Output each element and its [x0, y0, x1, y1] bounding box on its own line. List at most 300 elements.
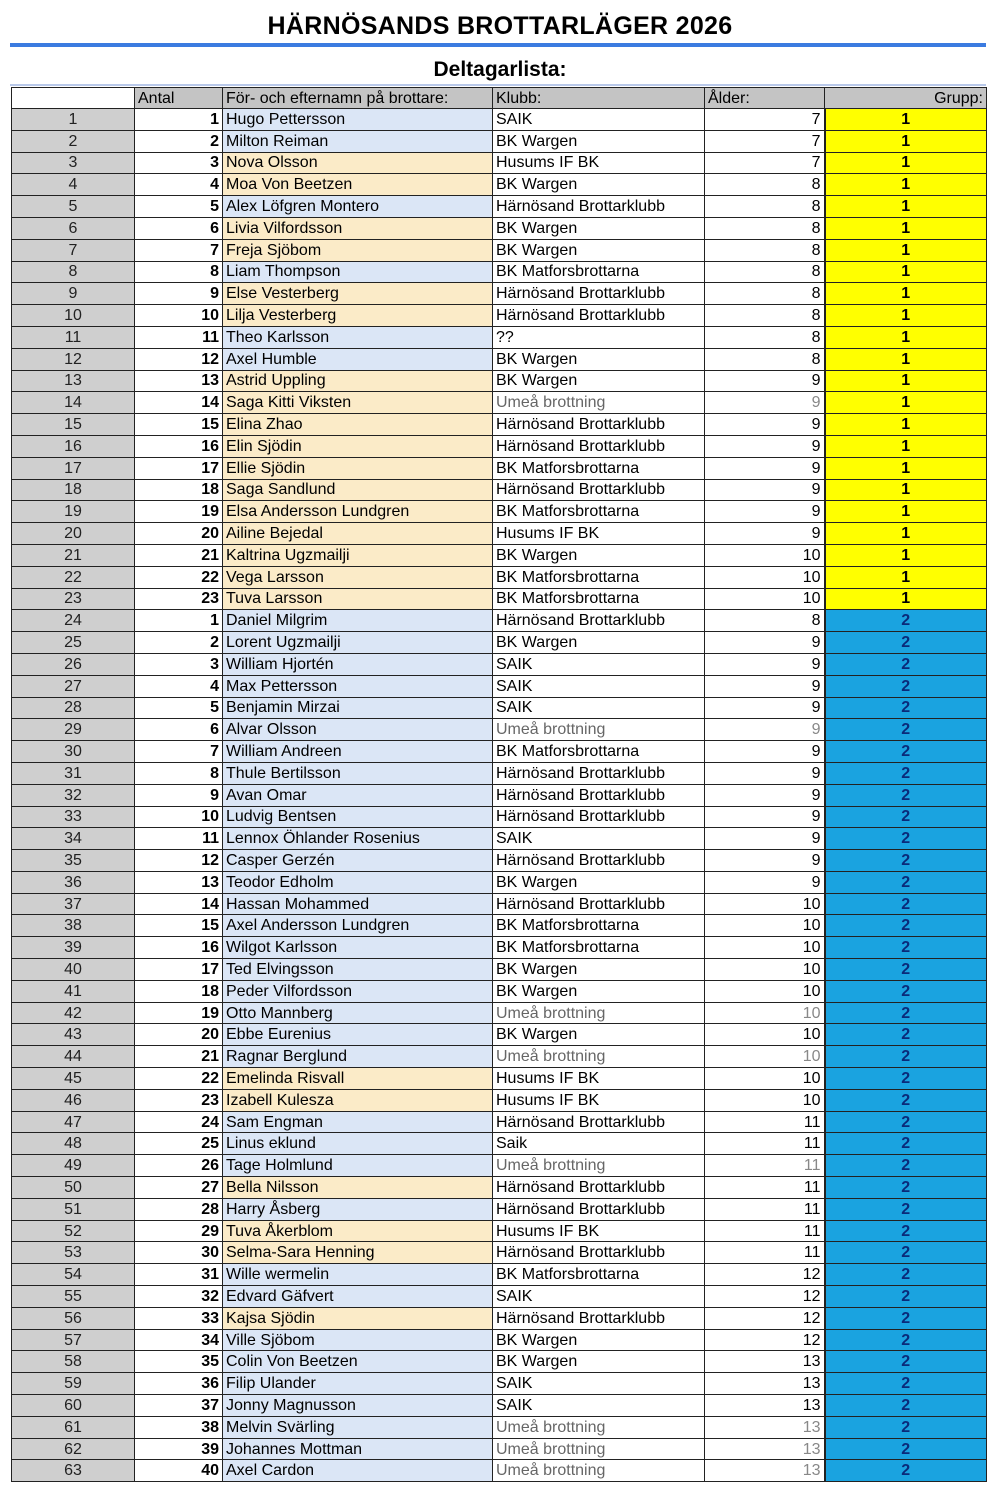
antal-cell: 3 [135, 152, 223, 174]
table-row [12, 980, 987, 1002]
row-number-cell: 43 [12, 1024, 135, 1046]
table-row [12, 392, 987, 414]
wrestler-name-cell: Nova Olsson [223, 152, 493, 174]
antal-cell: 8 [135, 762, 223, 784]
row-number-cell: 13 [12, 370, 135, 392]
row-number-cell: 47 [12, 1111, 135, 1133]
row-number-cell: 1 [12, 109, 135, 131]
group-cell: 2 [825, 893, 987, 915]
age-cell: 9 [705, 392, 825, 414]
club-cell: SAIK [493, 1286, 705, 1308]
group-cell: 2 [825, 1155, 987, 1177]
age-cell: 8 [705, 610, 825, 632]
row-number-cell: 2 [12, 130, 135, 152]
age-cell: 11 [705, 1242, 825, 1264]
antal-cell: 11 [135, 828, 223, 850]
wrestler-name-cell: Tuva Åkerblom [223, 1220, 493, 1242]
wrestler-name-cell: Theo Karlsson [223, 326, 493, 348]
age-cell: 11 [705, 1177, 825, 1199]
table-row [12, 370, 987, 392]
table-row [12, 610, 987, 632]
antal-cell: 9 [135, 784, 223, 806]
club-cell: BK Wargen [493, 980, 705, 1002]
club-cell: Umeå brottning [493, 1438, 705, 1460]
antal-cell: 20 [135, 1024, 223, 1046]
row-number-cell: 17 [12, 457, 135, 479]
group-cell: 2 [825, 697, 987, 719]
table-row [12, 1460, 987, 1482]
antal-cell: 11 [135, 326, 223, 348]
age-cell: 9 [705, 784, 825, 806]
row-number-cell: 28 [12, 697, 135, 719]
age-cell: 12 [705, 1286, 825, 1308]
age-cell: 10 [705, 893, 825, 915]
wrestler-name-cell: Emelinda Risvall [223, 1068, 493, 1090]
table-row [12, 1002, 987, 1024]
row-number-cell: 48 [12, 1133, 135, 1155]
club-cell: Härnösand Brottarklubb [493, 1242, 705, 1264]
club-cell: Husums IF BK [493, 152, 705, 174]
antal-cell: 10 [135, 305, 223, 327]
wrestler-name-cell: Alvar Olsson [223, 719, 493, 741]
row-number-cell: 39 [12, 937, 135, 959]
club-cell: Härnösand Brottarklubb [493, 893, 705, 915]
wrestler-name-cell: Benjamin Mirzai [223, 697, 493, 719]
row-number-cell: 33 [12, 806, 135, 828]
group-cell: 2 [825, 915, 987, 937]
antal-cell: 1 [135, 610, 223, 632]
group-cell: 2 [825, 850, 987, 872]
table-row [12, 1307, 987, 1329]
wrestler-name-cell: Hassan Mohammed [223, 893, 493, 915]
antal-cell: 15 [135, 414, 223, 436]
age-cell: 9 [705, 850, 825, 872]
antal-cell: 7 [135, 239, 223, 261]
group-cell: 1 [825, 435, 987, 457]
row-number-cell: 10 [12, 305, 135, 327]
club-cell: Härnösand Brottarklubb [493, 1111, 705, 1133]
age-cell: 10 [705, 566, 825, 588]
group-cell: 2 [825, 1068, 987, 1090]
row-number-cell: 60 [12, 1395, 135, 1417]
group-cell: 1 [825, 305, 987, 327]
age-cell: 13 [705, 1395, 825, 1417]
group-cell: 1 [825, 544, 987, 566]
wrestler-name-cell: Linus eklund [223, 1133, 493, 1155]
table-row [12, 414, 987, 436]
row-number-cell: 3 [12, 152, 135, 174]
table-row [12, 326, 987, 348]
wrestler-name-cell: Kajsa Sjödin [223, 1307, 493, 1329]
antal-cell: 19 [135, 501, 223, 523]
age-cell: 12 [705, 1307, 825, 1329]
row-number-cell: 30 [12, 741, 135, 763]
club-cell: BK Wargen [493, 130, 705, 152]
wrestler-name-cell: Daniel Milgrim [223, 610, 493, 632]
group-cell: 1 [825, 457, 987, 479]
group-cell: 2 [825, 1002, 987, 1024]
club-cell: BK Matforsbrottarna [493, 457, 705, 479]
table-row [12, 719, 987, 741]
group-cell: 1 [825, 523, 987, 545]
age-cell: 9 [705, 435, 825, 457]
row-number-cell: 49 [12, 1155, 135, 1177]
group-cell: 2 [825, 871, 987, 893]
club-cell: BK Wargen [493, 1329, 705, 1351]
group-cell: 2 [825, 1416, 987, 1438]
wrestler-name-cell: Tage Holmlund [223, 1155, 493, 1177]
antal-cell: 21 [135, 544, 223, 566]
wrestler-name-cell: Max Pettersson [223, 675, 493, 697]
antal-cell: 21 [135, 1046, 223, 1068]
row-number-cell: 63 [12, 1460, 135, 1482]
club-cell: Härnösand Brottarklubb [493, 806, 705, 828]
club-cell: Husums IF BK [493, 1068, 705, 1090]
antal-cell: 18 [135, 980, 223, 1002]
antal-cell: 27 [135, 1177, 223, 1199]
group-cell: 2 [825, 784, 987, 806]
group-cell: 2 [825, 1111, 987, 1133]
table-row [12, 675, 987, 697]
table-row [12, 261, 987, 283]
club-cell: Härnösand Brottarklubb [493, 305, 705, 327]
age-cell: 9 [705, 675, 825, 697]
antal-cell: 22 [135, 566, 223, 588]
group-cell: 1 [825, 479, 987, 501]
club-cell: Umeå brottning [493, 1002, 705, 1024]
table-row [12, 588, 987, 610]
club-cell: Umeå brottning [493, 1155, 705, 1177]
age-cell: 9 [705, 697, 825, 719]
group-cell: 2 [825, 675, 987, 697]
antal-cell: 13 [135, 370, 223, 392]
wrestler-name-cell: Lilja Vesterberg [223, 305, 493, 327]
wrestler-name-cell: Lorent Ugzmailji [223, 632, 493, 654]
table-row [12, 653, 987, 675]
row-number-cell: 38 [12, 915, 135, 937]
antal-cell: 17 [135, 457, 223, 479]
column-header-age: Ålder: [705, 88, 825, 109]
table-row [12, 196, 987, 218]
group-cell: 2 [825, 937, 987, 959]
group-cell: 2 [825, 741, 987, 763]
row-number-cell: 59 [12, 1373, 135, 1395]
antal-cell: 40 [135, 1460, 223, 1482]
table-row [12, 305, 987, 327]
age-cell: 9 [705, 762, 825, 784]
row-number-cell: 5 [12, 196, 135, 218]
subtitle-divider [10, 84, 986, 86]
age-cell: 9 [705, 741, 825, 763]
group-cell: 2 [825, 1329, 987, 1351]
antal-cell: 13 [135, 871, 223, 893]
table-row [12, 893, 987, 915]
group-cell: 1 [825, 392, 987, 414]
antal-cell: 10 [135, 806, 223, 828]
wrestler-name-cell: Ludvig Bentsen [223, 806, 493, 828]
table-row [12, 523, 987, 545]
group-cell: 2 [825, 1307, 987, 1329]
row-number-cell: 56 [12, 1307, 135, 1329]
age-cell: 9 [705, 501, 825, 523]
table-row [12, 915, 987, 937]
wrestler-name-cell: Ragnar Berglund [223, 1046, 493, 1068]
wrestler-name-cell: Harry Åsberg [223, 1198, 493, 1220]
age-cell: 12 [705, 1329, 825, 1351]
wrestler-name-cell: Saga Sandlund [223, 479, 493, 501]
wrestler-name-cell: Vega Larsson [223, 566, 493, 588]
group-cell: 2 [825, 959, 987, 981]
table-row [12, 544, 987, 566]
column-header-group: Grupp: [825, 88, 987, 109]
age-cell: 8 [705, 174, 825, 196]
club-cell: Härnösand Brottarklubb [493, 1307, 705, 1329]
antal-cell: 16 [135, 435, 223, 457]
antal-cell: 14 [135, 392, 223, 414]
row-number-cell: 35 [12, 850, 135, 872]
wrestler-name-cell: Elsa Andersson Lundgren [223, 501, 493, 523]
participant-table [11, 87, 987, 1482]
row-number-cell: 54 [12, 1264, 135, 1286]
wrestler-name-cell: Jonny Magnusson [223, 1395, 493, 1417]
group-cell: 2 [825, 1024, 987, 1046]
age-cell: 10 [705, 915, 825, 937]
table-row [12, 741, 987, 763]
wrestler-name-cell: Ville Sjöbom [223, 1329, 493, 1351]
table-row [12, 283, 987, 305]
club-cell: Härnösand Brottarklubb [493, 283, 705, 305]
group-cell: 2 [825, 1046, 987, 1068]
wrestler-name-cell: Wilgot Karlsson [223, 937, 493, 959]
table-row [12, 1155, 987, 1177]
wrestler-name-cell: Else Vesterberg [223, 283, 493, 305]
wrestler-name-cell: Elin Sjödin [223, 435, 493, 457]
row-number-cell: 61 [12, 1416, 135, 1438]
club-cell: Husums IF BK [493, 1220, 705, 1242]
age-cell: 9 [705, 523, 825, 545]
age-cell: 10 [705, 544, 825, 566]
antal-cell: 2 [135, 130, 223, 152]
row-number-cell: 24 [12, 610, 135, 632]
group-cell: 2 [825, 610, 987, 632]
row-number-cell: 53 [12, 1242, 135, 1264]
club-cell: Husums IF BK [493, 1089, 705, 1111]
club-cell: BK Matforsbrottarna [493, 261, 705, 283]
age-cell: 8 [705, 348, 825, 370]
age-cell: 9 [705, 414, 825, 436]
table-row [12, 937, 987, 959]
antal-cell: 30 [135, 1242, 223, 1264]
group-cell: 2 [825, 1198, 987, 1220]
table-row [12, 1286, 987, 1308]
antal-cell: 1 [135, 109, 223, 131]
group-cell: 2 [825, 1177, 987, 1199]
club-cell: SAIK [493, 828, 705, 850]
wrestler-name-cell: Edvard Gäfvert [223, 1286, 493, 1308]
group-cell: 2 [825, 1438, 987, 1460]
club-cell: SAIK [493, 697, 705, 719]
antal-cell: 12 [135, 348, 223, 370]
table-row [12, 1111, 987, 1133]
club-cell: SAIK [493, 109, 705, 131]
table-row [12, 1068, 987, 1090]
table-row [12, 457, 987, 479]
group-cell: 2 [825, 1373, 987, 1395]
table-row [12, 1046, 987, 1068]
table-row [12, 1351, 987, 1373]
group-cell: 1 [825, 196, 987, 218]
club-cell: BK Wargen [493, 239, 705, 261]
row-number-cell: 8 [12, 261, 135, 283]
club-cell: BK Matforsbrottarna [493, 1264, 705, 1286]
group-cell: 2 [825, 806, 987, 828]
age-cell: 9 [705, 719, 825, 741]
antal-cell: 26 [135, 1155, 223, 1177]
club-cell: BK Wargen [493, 1351, 705, 1373]
club-cell: BK Matforsbrottarna [493, 566, 705, 588]
age-cell: 9 [705, 479, 825, 501]
wrestler-name-cell: Elina Zhao [223, 414, 493, 436]
wrestler-name-cell: Hugo Pettersson [223, 109, 493, 131]
row-number-cell: 20 [12, 523, 135, 545]
row-number-cell: 19 [12, 501, 135, 523]
age-cell: 13 [705, 1351, 825, 1373]
document-subtitle: Deltagarlista: [433, 58, 567, 81]
antal-cell: 5 [135, 196, 223, 218]
age-cell: 11 [705, 1198, 825, 1220]
table-row [12, 1395, 987, 1417]
wrestler-name-cell: Moa Von Beetzen [223, 174, 493, 196]
club-cell: BK Wargen [493, 959, 705, 981]
wrestler-name-cell: Saga Kitti Viksten [223, 392, 493, 414]
club-cell: SAIK [493, 653, 705, 675]
age-cell: 7 [705, 152, 825, 174]
group-cell: 2 [825, 1286, 987, 1308]
row-number-cell: 12 [12, 348, 135, 370]
club-cell: BK Matforsbrottarna [493, 741, 705, 763]
row-number-cell: 15 [12, 414, 135, 436]
row-number-cell: 7 [12, 239, 135, 261]
club-cell: SAIK [493, 1395, 705, 1417]
table-header-row [12, 88, 987, 109]
table-row [12, 1177, 987, 1199]
column-header-name: För- och efternamn på brottare: [223, 88, 493, 109]
age-cell: 9 [705, 632, 825, 654]
group-cell: 2 [825, 828, 987, 850]
wrestler-name-cell: Peder Vilfordsson [223, 980, 493, 1002]
wrestler-name-cell: Milton Reiman [223, 130, 493, 152]
wrestler-name-cell: Kaltrina Ugzmailji [223, 544, 493, 566]
club-cell: Umeå brottning [493, 1416, 705, 1438]
row-number-cell: 41 [12, 980, 135, 1002]
wrestler-name-cell: Sam Engman [223, 1111, 493, 1133]
group-cell: 2 [825, 1089, 987, 1111]
antal-cell: 4 [135, 675, 223, 697]
table-row [12, 1024, 987, 1046]
antal-cell: 39 [135, 1438, 223, 1460]
antal-cell: 8 [135, 261, 223, 283]
table-row [12, 217, 987, 239]
club-cell: BK Wargen [493, 174, 705, 196]
title-divider [10, 43, 986, 47]
wrestler-name-cell: Ebbe Eurenius [223, 1024, 493, 1046]
wrestler-name-cell: Astrid Uppling [223, 370, 493, 392]
antal-cell: 17 [135, 959, 223, 981]
wrestler-name-cell: Liam Thompson [223, 261, 493, 283]
row-number-cell: 6 [12, 217, 135, 239]
wrestler-name-cell: Melvin Svärling [223, 1416, 493, 1438]
table-row [12, 479, 987, 501]
club-cell: BK Wargen [493, 632, 705, 654]
table-row [12, 871, 987, 893]
age-cell: 10 [705, 937, 825, 959]
group-cell: 2 [825, 1351, 987, 1373]
antal-cell: 14 [135, 893, 223, 915]
table-row [12, 566, 987, 588]
wrestler-name-cell: Axel Andersson Lundgren [223, 915, 493, 937]
club-cell: BK Wargen [493, 544, 705, 566]
row-number-cell: 25 [12, 632, 135, 654]
club-cell: SAIK [493, 675, 705, 697]
row-number-cell: 9 [12, 283, 135, 305]
club-cell: BK Matforsbrottarna [493, 937, 705, 959]
column-header-antal: Antal [135, 88, 223, 109]
antal-cell: 23 [135, 1089, 223, 1111]
age-cell: 8 [705, 261, 825, 283]
wrestler-name-cell: Colin Von Beetzen [223, 1351, 493, 1373]
group-cell: 1 [825, 370, 987, 392]
age-cell: 13 [705, 1460, 825, 1482]
group-cell: 2 [825, 1220, 987, 1242]
wrestler-name-cell: Otto Mannberg [223, 1002, 493, 1024]
antal-cell: 9 [135, 283, 223, 305]
age-cell: 8 [705, 196, 825, 218]
row-number-cell: 16 [12, 435, 135, 457]
column-header-club: Klubb: [493, 88, 705, 109]
antal-cell: 20 [135, 523, 223, 545]
row-number-cell: 32 [12, 784, 135, 806]
table-row [12, 1438, 987, 1460]
age-cell: 10 [705, 1068, 825, 1090]
antal-cell: 24 [135, 1111, 223, 1133]
group-cell: 2 [825, 653, 987, 675]
row-number-cell: 26 [12, 653, 135, 675]
row-number-cell: 45 [12, 1068, 135, 1090]
table-row [12, 1373, 987, 1395]
age-cell: 9 [705, 806, 825, 828]
column-header-index [12, 88, 135, 109]
age-cell: 9 [705, 871, 825, 893]
club-cell: BK Matforsbrottarna [493, 915, 705, 937]
table-row [12, 1329, 987, 1351]
row-number-cell: 55 [12, 1286, 135, 1308]
wrestler-name-cell: Thule Bertilsson [223, 762, 493, 784]
wrestler-name-cell: Livia Vilfordsson [223, 217, 493, 239]
wrestler-name-cell: Lennox Öhlander Rosenius [223, 828, 493, 850]
wrestler-name-cell: Filip Ulander [223, 1373, 493, 1395]
age-cell: 8 [705, 305, 825, 327]
club-cell: BK Wargen [493, 348, 705, 370]
table-row [12, 784, 987, 806]
antal-cell: 6 [135, 217, 223, 239]
antal-cell: 38 [135, 1416, 223, 1438]
table-row [12, 501, 987, 523]
club-cell: ?? [493, 326, 705, 348]
document-title: HÄRNÖSANDS BROTTARLÄGER 2026 [267, 12, 733, 40]
wrestler-name-cell: Freja Sjöbom [223, 239, 493, 261]
antal-cell: 16 [135, 937, 223, 959]
antal-cell: 18 [135, 479, 223, 501]
